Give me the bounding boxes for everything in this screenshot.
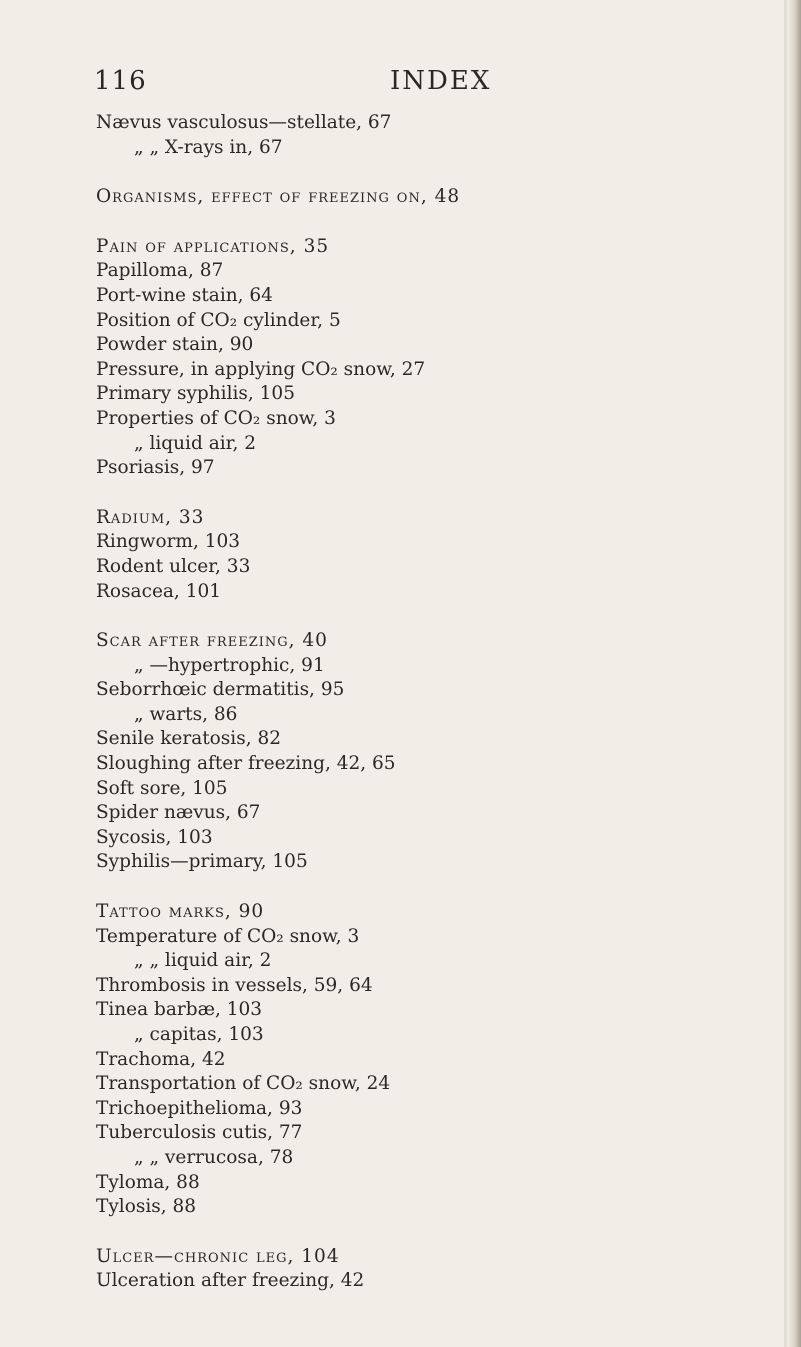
index-entry: Psoriasis, 97 bbox=[96, 457, 215, 479]
index-entry: Syphilis—primary, 105 bbox=[96, 851, 308, 873]
index-entry: Tyloma, 88 bbox=[96, 1171, 200, 1193]
index-entry: Seborrhœic dermatitis, 95 bbox=[96, 679, 345, 701]
index-entry: Temperature of CO₂ snow, 3 bbox=[96, 925, 360, 947]
index-entry: Thrombosis in vessels, 59, 64 bbox=[96, 974, 373, 996]
index-subentry: „ capitas, 103 bbox=[134, 1024, 264, 1045]
index-entry: Soft sore, 105 bbox=[96, 777, 228, 799]
index-subentry: „ „ liquid air, 2 bbox=[134, 950, 272, 972]
index-entry: Pain of applications, 35 bbox=[96, 235, 330, 257]
index-group bbox=[96, 111, 716, 160]
index-entry: Sloughing after freezing, 42, 65 bbox=[96, 753, 396, 775]
index-entry: Transportation of CO₂ snow, 24 bbox=[96, 1073, 391, 1095]
index-entry: Ulcer—chronic leg, 104 bbox=[96, 1245, 340, 1267]
index-group bbox=[96, 900, 716, 1220]
index-entry: Senile keratosis, 82 bbox=[96, 728, 282, 750]
index-subentry: „ —hypertrophic, 91 bbox=[134, 654, 325, 676]
index-entry: Ulceration after freezing, 42 bbox=[96, 1270, 365, 1292]
index-entry: Rosacea, 101 bbox=[96, 580, 222, 602]
index-entry: Tinea barbæ, 103 bbox=[96, 999, 263, 1021]
index-entry: Primary syphilis, 105 bbox=[96, 383, 295, 405]
index-entry: Trichoepithelioma, 93 bbox=[96, 1097, 303, 1119]
index-group bbox=[96, 235, 716, 481]
page-edge bbox=[787, 0, 801, 1347]
index-group bbox=[96, 629, 716, 875]
index-entry: Rodent ulcer, 33 bbox=[96, 555, 251, 577]
index-entry: Papilloma, 87 bbox=[96, 260, 224, 282]
index-entry: Properties of CO₂ snow, 3 bbox=[96, 407, 336, 429]
index-entry: Nævus vasculosus—stellate, 67 bbox=[96, 112, 392, 133]
running-head: INDEX bbox=[390, 66, 492, 96]
index-entry: Tylosis, 88 bbox=[96, 1196, 197, 1218]
index-subentry: „ liquid air, 2 bbox=[134, 432, 256, 454]
index-entry: Powder stain, 90 bbox=[96, 334, 254, 356]
page-header bbox=[94, 66, 492, 106]
page-number: 116 bbox=[94, 66, 147, 96]
index-entry: Tattoo marks, 90 bbox=[96, 901, 265, 923]
index-entry: Radium, 33 bbox=[96, 506, 205, 528]
index-subentry: „ „ verrucosa, 78 bbox=[134, 1146, 294, 1168]
index-entry: Port-wine stain, 64 bbox=[96, 284, 273, 306]
index-list bbox=[96, 111, 716, 1319]
index-entry: Sycosis, 103 bbox=[96, 826, 213, 848]
index-subentry: „ „ X-rays in, 67 bbox=[134, 136, 283, 158]
index-entry: Tuberculosis cutis, 77 bbox=[96, 1122, 303, 1144]
index-group bbox=[96, 1245, 716, 1294]
index-entry: Scar after freezing, 40 bbox=[96, 630, 328, 652]
index-subentry: „ warts, 86 bbox=[134, 703, 238, 725]
index-entry: Spider nævus, 67 bbox=[96, 802, 261, 824]
index-entry: Organisms, effect of freezing on, 48 bbox=[96, 186, 461, 208]
index-group bbox=[96, 506, 716, 604]
index-entry: Trachoma, 42 bbox=[96, 1048, 226, 1070]
index-group bbox=[96, 185, 716, 210]
index-entry: Ringworm, 103 bbox=[96, 531, 241, 553]
index-entry: Pressure, in applying CO₂ snow, 27 bbox=[96, 358, 426, 380]
index-entry: Position of CO₂ cylinder, 5 bbox=[96, 309, 341, 331]
